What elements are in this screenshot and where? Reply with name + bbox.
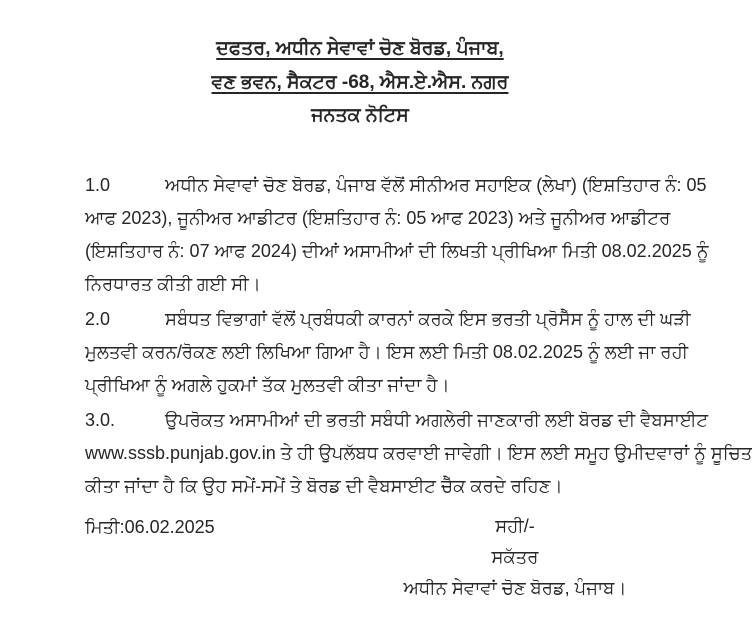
notice-date: ਮਿਤੀ:06.02.2025	[85, 517, 215, 537]
paragraph-1-first-line	[85, 169, 707, 202]
notice-body	[85, 169, 752, 503]
paragraph-3-first-line	[85, 404, 709, 437]
paragraph-2-text: ਸਬੰਧਤ ਵਿਭਾਗਾਂ ਵੱਲੋਂ ਪ੍ਰਬੰਧਕੀ ਕਾਰਨਾਂ ਕਰਕੇ ਇਸ ਭਰਤੀ ਪ੍ਰੋਸੈੱਸ ਨੂੰ ਹਾਲ ਦੀ ਘੜੀ	[165, 309, 691, 329]
paragraph-2-number: 2.0	[85, 309, 111, 329]
paragraph-3-text: ਉਪਰੋਕਤ ਅਸਾਮੀਆਂ ਦੀ ਭਰਤੀ ਸਬੰਧੀ ਅਗਲੇਰੀ ਜਾਣਕਾਰੀ ਲਈ ਬੋਰਡ ਦੀ ਵੈਬਸਾਈਟ	[165, 410, 709, 430]
paragraph-2	[85, 303, 691, 402]
paragraph-3-number: 3.0.	[85, 410, 116, 430]
signature-sign: ਸਹੀ/-	[495, 516, 535, 536]
paragraph-1-line: ਆਫ 2023), ਜੂਨੀਅਰ ਆਡੀਟਰ (ਇਸ਼ਤਿਹਾਰ ਨੰ: 05 ਆਫ 2023) ਅਤੇ ਜੂਨੀਅਰ ਆਡੀਟਰ	[85, 208, 671, 228]
paragraph-3	[85, 404, 752, 503]
paragraph-3-line-website: www.sssb.punjab.gov.in ਤੇ ਹੀ ਉਪਲੱਬਧ ਕਰਵਾਈ ਜਾਵੇਗੀ। ਇਸ ਲਈ ਸਮੂਹ ਉਮੀਦਵਾਰਾਂ ਨੂੰ ਸੂਚਿਤ	[85, 443, 752, 463]
paragraph-1-line: ਨਿਰਧਾਰਤ ਕੀਤੀ ਗਈ ਸੀ।	[85, 274, 261, 294]
paragraph-1-number: 1.0	[85, 175, 111, 195]
signature-org: ਅਧੀਨ ਸੇਵਾਵਾਂ ਚੋਣ ਬੋਰਡ, ਪੰਜਾਬ।	[403, 578, 627, 598]
office-header	[0, 32, 720, 100]
signature-block	[400, 515, 630, 608]
signature-role: ਸਕੱਤਰ	[491, 547, 539, 567]
office-header-line2: ਵਣ ਭਵਨ, ਸੈਕਟਰ -68, ਐਸ.ਏ.ਐਸ. ਨਗਰ	[211, 72, 509, 93]
paragraph-2-line: ਪ੍ਰੀਖਿਆ ਨੂੰ ਅਗਲੇ ਹੁਕਮਾਂ ਤੱਕ ਮੁਲਤਵੀ ਕੀਤਾ ਜਾਂਦਾ ਹੈ।	[85, 375, 450, 395]
paragraph-1	[85, 169, 709, 301]
paragraph-1-text: ਅਧੀਨ ਸੇਵਾਵਾਂ ਚੋਣ ਬੋਰਡ, ਪੰਜਾਬ ਵੱਲੋਂ ਸੀਨੀਅਰ ਸਹਾਇਕ (ਲੇਖਾ) (ਇਸ਼ਤਿਹਾਰ ਨੰ: 05	[165, 175, 707, 195]
office-header-line1: ਦਫਤਰ, ਅਧੀਨ ਸੇਵਾਵਾਂ ਚੋਣ ਬੋਰਡ, ਪੰਜਾਬ,	[216, 38, 504, 59]
paragraph-2-line: ਮੁਲਤਵੀ ਕਰਨ/ਰੋਕਣ ਲਈ ਲਿਖਿਆ ਗਿਆ ਹੈ। ਇਸ ਲਈ ਮਿਤੀ 08.02.2025 ਨੂੰ ਲਈ ਜਾ ਰਹੀ	[85, 342, 689, 362]
paragraph-2-first-line	[85, 303, 691, 336]
paragraph-3-line: ਕੀਤਾ ਜਾਂਦਾ ਹੈ ਕਿ ਉਹ ਸਮੇਂ-ਸਮੇਂ ਤੇ ਬੋਰਡ ਦੀ ਵੈਬਸਾਈਟ ਚੈੱਕ ਕਰਦੇ ਰਹਿਣ।	[85, 476, 563, 496]
paragraph-1-line: (ਇਸ਼ਤਿਹਾਰ ਨੰ: 07 ਆਫ 2024) ਦੀਆਂ ਅਸਾਮੀਆਂ ਦੀ ਲਿਖਤੀ ਪ੍ਰੀਖਿਆ ਮਿਤੀ 08.02.2025 ਨੂੰ	[85, 241, 709, 261]
notice-title: ਜਨਤਕ ਨੋਟਿਸ	[311, 105, 409, 126]
